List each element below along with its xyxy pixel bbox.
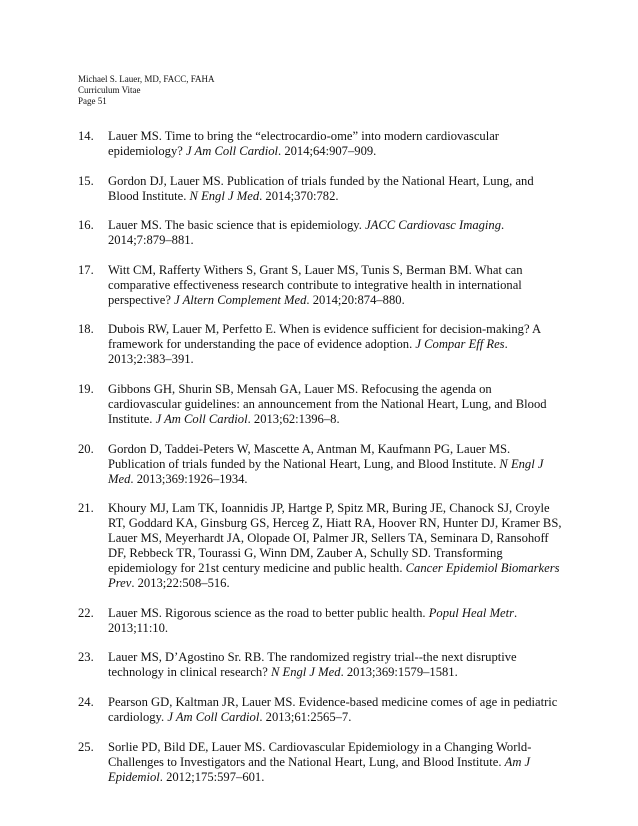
reference-item xyxy=(78,442,568,487)
reference-text xyxy=(108,129,568,159)
reference-text xyxy=(108,218,568,248)
reference-number: 22. xyxy=(78,605,94,620)
reference-text xyxy=(108,740,568,785)
reference-line: Gibbons GH, Shurin SB, Mensah GA, Lauer MS. Refocusing the agenda on xyxy=(108,381,492,396)
reference-number: 21. xyxy=(78,501,94,516)
reference-number: 16. xyxy=(78,218,94,233)
reference-line: DF, Rebbeck TR, Tourassi G, Winn DM, Zauber A, Schully SD. Transforming xyxy=(108,546,503,561)
reference-item xyxy=(78,501,568,591)
document-title: Curriculum Vitae xyxy=(78,85,141,95)
reference-number: 25. xyxy=(78,739,94,754)
reference-item xyxy=(78,740,568,785)
reference-line: cardiology. J Am Coll Cardiol. 2013;61:2565–7. xyxy=(108,709,352,724)
reference-item xyxy=(78,263,568,308)
reference-line: Pearson GD, Kaltman JR, Lauer MS. Evidence-based medicine comes of age in pediatric xyxy=(108,694,558,709)
reference-line: cardiovascular guidelines: an announcement from the National Heart, Lung, and Blood xyxy=(108,396,547,411)
reference-line: 2014;7:879–881. xyxy=(108,233,194,248)
reference-line: Epidemiol. 2012;175:597–601. xyxy=(108,769,265,784)
reference-line: Prev. 2013;22:508–516. xyxy=(108,576,230,591)
reference-line: Sorlie PD, Bild DE, Lauer MS. Cardiovascular Epidemiology in a Changing World- xyxy=(108,739,532,754)
reference-text xyxy=(108,442,568,487)
reference-line: Challenges to Investigators and the National Heart, Lung, and Blood Institute. Am J xyxy=(108,754,531,769)
author-name: Michael S. Lauer, MD, FACC, FAHA xyxy=(78,74,215,84)
reference-line: Witt CM, Rafferty Withers S, Grant S, Lauer MS, Tunis S, Berman BM. What can xyxy=(108,262,523,277)
reference-line: 2013;11:10. xyxy=(108,620,169,635)
reference-number: 14. xyxy=(78,129,94,143)
reference-line: Med. 2013;369:1926–1934. xyxy=(108,471,248,486)
reference-item xyxy=(78,174,568,204)
page-header xyxy=(78,74,215,107)
reference-text xyxy=(108,382,568,427)
reference-line: Lauer MS, Meyerhardt JA, Olopade OI, Palmer JR, Sellers TA, Seminara D, Ransohoff xyxy=(108,531,549,546)
reference-line: Institute. J Am Coll Cardiol. 2013;62:1396–8. xyxy=(108,411,340,426)
reference-text xyxy=(108,263,568,308)
reference-item xyxy=(78,322,568,367)
reference-item xyxy=(78,129,568,159)
reference-line: technology in clinical research? N Engl J Med. 2013;369:1579–1581. xyxy=(108,665,458,680)
reference-line: Gordon DJ, Lauer MS. Publication of trials funded by the National Heart, Lung, and xyxy=(108,173,534,188)
reference-number: 19. xyxy=(78,381,94,396)
reference-line: Blood Institute. N Engl J Med. 2014;370:782. xyxy=(108,188,339,203)
reference-item xyxy=(78,695,568,725)
reference-item xyxy=(78,382,568,427)
reference-text xyxy=(108,174,568,204)
reference-number: 23. xyxy=(78,650,94,665)
reference-number: 15. xyxy=(78,173,94,188)
reference-line: Gordon D, Taddei-Peters W, Mascette A, Antman M, Kaufmann PG, Lauer MS. xyxy=(108,441,511,456)
reference-line: epidemiology? J Am Coll Cardiol. 2014;64:907–909. xyxy=(108,144,377,158)
reference-text xyxy=(108,501,568,591)
reference-line: Dubois RW, Lauer M, Perfetto E. When is evidence sufficient for decision-making? A xyxy=(108,322,542,337)
reference-number: 24. xyxy=(78,694,94,709)
reference-list xyxy=(78,129,568,799)
reference-line: RT, Goddard KA, Ginsburg GS, Herceg Z, Hiatt RA, Hoover RN, Hunter DJ, Kramer BS, xyxy=(108,516,562,531)
reference-item xyxy=(78,650,568,680)
reference-line: comparative effectiveness research contribute to integrative health in international xyxy=(108,277,522,292)
page-number: Page 51 xyxy=(78,96,107,106)
reference-line: epidemiology for 21st century medicine and public health. Cancer Epidemiol Biomarkers xyxy=(108,561,560,576)
reference-number: 18. xyxy=(78,322,94,337)
reference-text xyxy=(108,650,568,680)
reference-line: Lauer MS. Time to bring the “electrocardio-ome” into modern cardiovascular xyxy=(108,129,499,143)
reference-item xyxy=(78,218,568,248)
reference-line: framework for understanding the pace of evidence adoption. J Compar Eff Res. xyxy=(108,337,508,352)
reference-line: Lauer MS, D’Agostino Sr. RB. The randomized registry trial--the next disruptive xyxy=(108,650,517,665)
reference-line: 2013;2:383–391. xyxy=(108,352,194,367)
reference-line: Lauer MS. The basic science that is epidemiology. JACC Cardiovasc Imaging. xyxy=(108,218,505,233)
reference-text xyxy=(108,695,568,725)
reference-line: Khoury MJ, Lam TK, Ioannidis JP, Hartge P, Spitz MR, Buring JE, Chanock SJ, Croyle xyxy=(108,501,550,516)
reference-text xyxy=(108,606,568,636)
reference-text xyxy=(108,322,568,367)
reference-line: Publication of trials funded by the National Heart, Lung, and Blood Institute. N Engl J xyxy=(108,456,544,471)
reference-item xyxy=(78,606,568,636)
reference-line: Lauer MS. Rigorous science as the road to better public health. Popul Heal Metr. xyxy=(108,605,518,620)
reference-number: 20. xyxy=(78,441,94,456)
reference-line: perspective? J Altern Complement Med. 2014;20:874–880. xyxy=(108,292,405,307)
reference-number: 17. xyxy=(78,262,94,277)
